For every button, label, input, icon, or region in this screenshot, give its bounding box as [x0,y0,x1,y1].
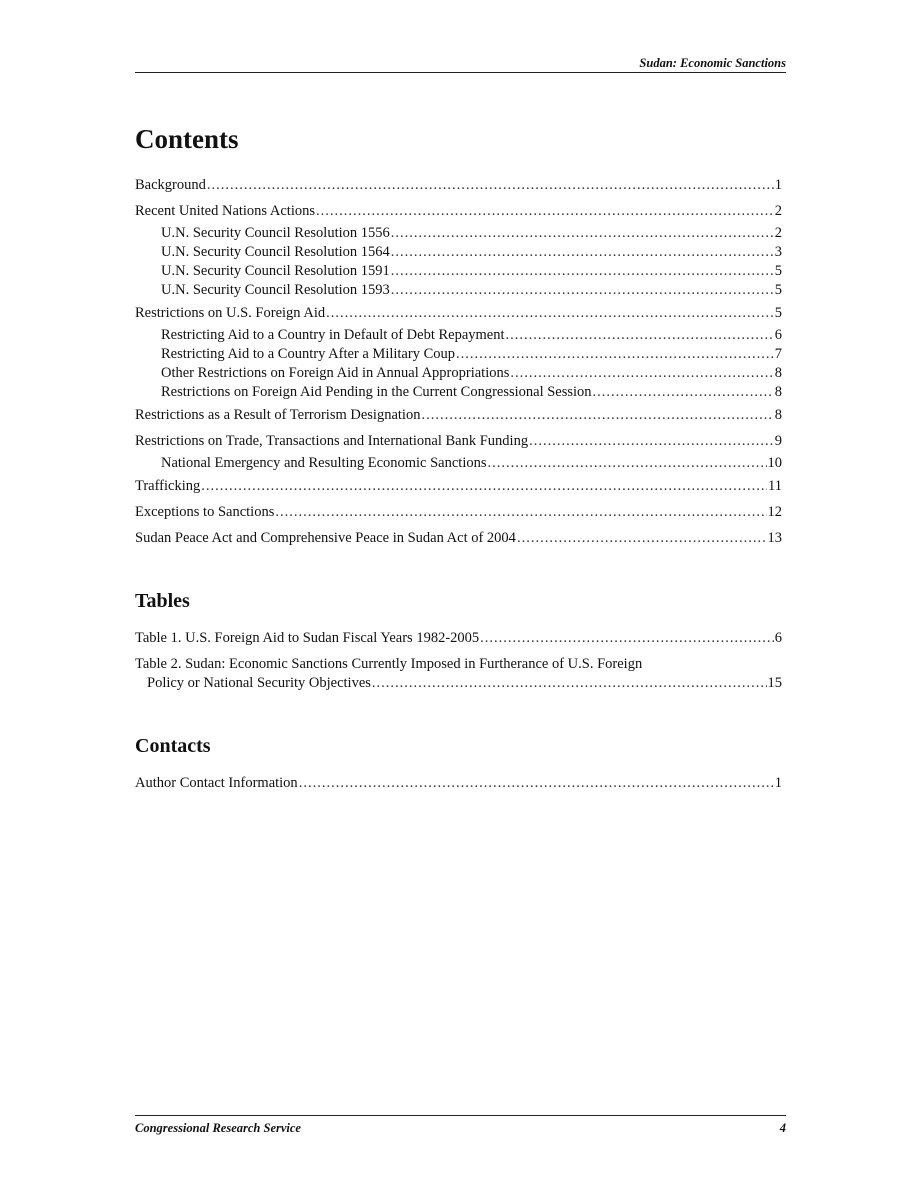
toc-entry-trade[interactable]: Restrictions on Trade, Transactions and International Bank Funding ..... 9 [135,432,782,451]
toc-entry-pending-session[interactable]: Restrictions on Foreign Aid Pending in the Current Congressional Session ..... 8 [135,383,782,402]
footer-page-number: 4 [779,1121,786,1135]
toc-entry-military-coup[interactable]: Restricting Aid to a Country After a Military Coup ..... 7 [135,345,782,364]
toc-entry-res-1556[interactable]: U.N. Security Council Resolution 1556 ..... 2 [135,224,782,243]
dot-leader [488,454,767,473]
dot-leader [510,364,773,383]
dot-leader [391,224,774,243]
running-footer [135,1115,786,1136]
toc-entry-debt-default[interactable]: Restricting Aid to a Country in Default of Debt Repayment ..... 6 [135,326,782,345]
dot-leader [391,281,774,300]
toc-entry-exceptions[interactable]: Exceptions to Sanctions ..... 12 [135,503,782,522]
contacts-heading: Contacts [135,735,211,757]
footer-org: Congressional Research Service [135,1121,301,1135]
dot-leader [207,176,774,195]
toc-entry-un-actions[interactable]: Recent United Nations Actions ..... 2 [135,202,782,221]
dot-leader [593,383,774,402]
toc-entry-national-emergency[interactable]: National Emergency and Resulting Economic Sanctions ..... 10 [135,454,782,473]
toc-entry-res-1564[interactable]: U.N. Security Council Resolution 1564 ..... 3 [135,243,782,262]
dot-leader [517,529,767,548]
toc-entry-table-1[interactable]: Table 1. U.S. Foreign Aid to Sudan Fiscal Years 1982-2005 ..... 6 [135,629,782,648]
dot-leader [201,477,767,496]
contents-heading: Contents [135,124,239,154]
toc-entry-trafficking[interactable]: Trafficking ..... 11 [135,477,782,496]
running-header [135,55,786,73]
dot-leader [456,345,774,364]
toc-entry-annual-appropriations[interactable]: Other Restrictions on Foreign Aid in Annual Appropriations ..... 8 [135,364,782,383]
toc-entry-author-contact[interactable]: Author Contact Information ..... 1 [135,774,782,793]
toc-entry-res-1591[interactable]: U.N. Security Council Resolution 1591 ..... 5 [135,262,782,281]
dot-leader [529,432,774,451]
dot-leader [391,262,774,281]
toc-entry-terrorism[interactable]: Restrictions as a Result of Terrorism Designation ..... 8 [135,406,782,425]
dot-leader [506,326,774,345]
running-header-title: Sudan: Economic Sanctions [639,56,786,70]
dot-leader [391,243,774,262]
toc-entry-table-2[interactable]: Table 2. Sudan: Economic Sanctions Currently Imposed in Furtherance of U.S. Foreign Policy or National Security Objectives ..... 15 [135,655,782,695]
toc-entry-peace-act[interactable]: Sudan Peace Act and Comprehensive Peace in Sudan Act of 2004 ..... 13 [135,529,782,548]
dot-leader [326,304,774,323]
toc-entry-background[interactable]: Background ..... 1 [135,176,782,195]
dot-leader [372,674,767,693]
dot-leader [421,406,773,425]
toc-entry-res-1593[interactable]: U.N. Security Council Resolution 1593 ..... 5 [135,281,782,300]
dot-leader [275,503,766,522]
dot-leader [480,629,774,648]
tables-heading: Tables [135,590,190,612]
dot-leader [316,202,774,221]
dot-leader [299,774,774,793]
toc-entry-foreign-aid[interactable]: Restrictions on U.S. Foreign Aid ..... 5 [135,304,782,323]
